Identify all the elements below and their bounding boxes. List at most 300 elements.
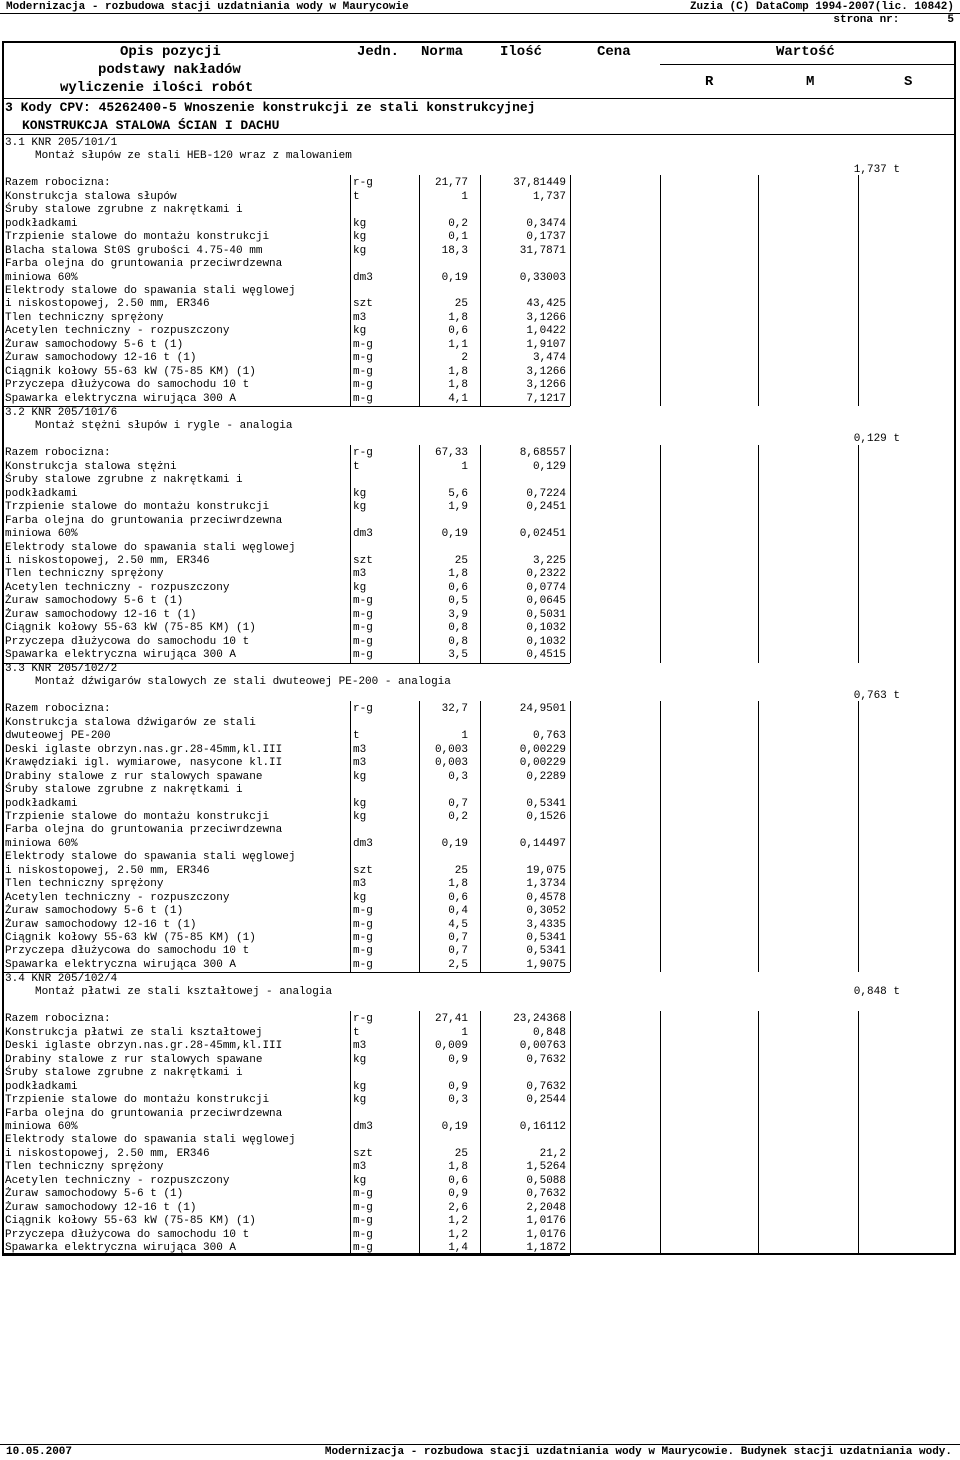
- table-row: [5, 1121, 945, 1134]
- item-unit: szt: [353, 298, 373, 311]
- table-row: [5, 945, 945, 958]
- item-quantity: 0,3052: [526, 905, 566, 918]
- item-quantity: 1,1872: [526, 1242, 566, 1254]
- item-name: Tlen techniczny sprężony: [5, 1161, 164, 1174]
- item-name: Trzpienie stalowe do montażu konstrukcji: [5, 501, 270, 514]
- header-software: Zuzia (C) DataComp 1994-2007(lic. 10842): [689, 1, 954, 13]
- item-norm: 0,9: [448, 1053, 468, 1066]
- item-unit: m-g: [353, 622, 373, 635]
- position-total: 0,848 t: [853, 986, 900, 999]
- item-norm: 0,1: [448, 231, 468, 244]
- position-bottom-rule: [2, 1255, 570, 1256]
- item-quantity: 0,00763: [519, 1040, 566, 1053]
- table-row: [5, 272, 945, 285]
- position-code: 3.3 KNR 205/102/2: [5, 663, 118, 675]
- item-norm: 4,1: [448, 392, 468, 405]
- item-quantity: 0,00229: [519, 757, 566, 770]
- item-unit: m-g: [353, 365, 373, 378]
- footer-title: Modernizacja - rozbudowa stacji uzdatniania wody w Maurycowie. Budynek stacji uzdatniania wody.: [324, 1446, 952, 1458]
- item-quantity: 0,4578: [526, 891, 566, 904]
- table-row: [5, 285, 945, 298]
- table-row: [5, 1013, 945, 1026]
- item-name: Elektrody stalowe do spawania stali węglowej: [5, 284, 296, 297]
- item-unit: kg: [353, 244, 367, 257]
- item-unit: t: [353, 730, 360, 743]
- item-norm: 3,9: [448, 608, 468, 621]
- column-rule-norma: [419, 1011, 420, 1255]
- item-unit: m-g: [353, 905, 373, 918]
- item-norm: 0,003: [434, 757, 468, 770]
- item-quantity: 1,3734: [526, 878, 566, 891]
- item-name: Trzpienie stalowe do montażu konstrukcji: [5, 810, 270, 823]
- item-name: Elektrody stalowe do spawania stali węglowej: [5, 1134, 296, 1147]
- column-rule-r: [660, 445, 661, 662]
- item-unit: kg: [353, 231, 367, 244]
- item-norm: 0,009: [434, 1040, 468, 1053]
- item-name: Przyczepa dłużycowa do samochodu 10 t: [5, 1228, 250, 1241]
- column-rule-r: [660, 701, 661, 972]
- table-row: [5, 851, 945, 864]
- item-unit: m-g: [353, 945, 373, 958]
- item-quantity: 3,1266: [526, 379, 566, 392]
- footer-divider: [0, 1444, 960, 1445]
- table-row: [5, 1161, 945, 1174]
- item-norm: 0,2: [448, 217, 468, 230]
- item-name: Śruby stalowe zgrubne z nakrętkami i: [5, 204, 243, 217]
- item-quantity: 0,2322: [526, 568, 566, 581]
- item-name: Żuraw samochodowy 5-6 t (1): [5, 1188, 184, 1201]
- item-quantity: 0,2451: [526, 501, 566, 514]
- column-rule-r: [660, 1011, 661, 1255]
- item-quantity: 0,1526: [526, 810, 566, 823]
- item-name: i niskostopowej, 2.50 mm, ER346: [5, 864, 210, 877]
- item-name: Ciągnik kołowy 55-63 kW (75-85 KM) (1): [5, 365, 256, 378]
- table-row: [5, 1027, 945, 1040]
- item-norm: 1,2: [448, 1228, 468, 1241]
- item-norm: 25: [454, 864, 468, 877]
- item-norm: 1,2: [448, 1215, 468, 1228]
- table-row: [5, 1215, 945, 1228]
- item-unit: m-g: [353, 932, 373, 944]
- table-row: [5, 1067, 945, 1080]
- item-norm: 18,3: [441, 244, 468, 257]
- table-row: [5, 488, 945, 501]
- item-name: Konstrukcja płatwi ze stali kształtowej: [5, 1026, 263, 1039]
- column-rule-norma: [419, 701, 420, 972]
- column-rule-jedn: [350, 175, 351, 406]
- item-quantity: 0,5341: [526, 932, 566, 944]
- item-norm: 0,9: [448, 1188, 468, 1201]
- table-row: [5, 447, 945, 460]
- item-norm: 1,8: [448, 568, 468, 581]
- item-quantity: 3,1266: [526, 365, 566, 378]
- item-quantity: 0,5341: [526, 945, 566, 958]
- item-norm: 1,8: [448, 365, 468, 378]
- item-name: Farba olejna do gruntowania przeciwrdzewna: [5, 514, 283, 527]
- table-row: [5, 636, 945, 649]
- item-unit: m-g: [353, 1188, 373, 1201]
- item-unit: kg: [353, 1174, 367, 1187]
- item-quantity: 0,129: [532, 460, 566, 473]
- item-norm: 1,8: [448, 311, 468, 324]
- table-row: [5, 366, 945, 379]
- column-rule-m: [758, 445, 759, 662]
- item-quantity: 19,075: [526, 864, 566, 877]
- item-quantity: 0,33003: [519, 271, 566, 284]
- item-unit: kg: [353, 217, 367, 230]
- item-quantity: 0,14497: [519, 837, 566, 850]
- table-row: [5, 258, 945, 271]
- item-name: Żuraw samochodowy 5-6 t (1): [5, 338, 184, 351]
- item-name: Tlen techniczny sprężony: [5, 311, 164, 324]
- table-row: [5, 1040, 945, 1053]
- column-rule-ilosc: [480, 445, 481, 662]
- column-rule-m: [758, 175, 759, 406]
- item-name: Żuraw samochodowy 12-16 t (1): [5, 352, 197, 365]
- item-norm: 0,8: [448, 622, 468, 635]
- section-name: KONSTRUKCJA STALOWA ŚCIAN I DACHU: [22, 118, 280, 133]
- table-row: [5, 528, 945, 541]
- table-row: [5, 1094, 945, 1107]
- item-name: Konstrukcja stalowa dźwigarów ze stali: [5, 716, 256, 729]
- table-row: [5, 649, 945, 662]
- col-wartosc: Wartość: [776, 44, 835, 60]
- table-row: [5, 474, 945, 487]
- item-unit: m3: [353, 1040, 367, 1053]
- table-row: [5, 730, 945, 743]
- item-name: Farba olejna do gruntowania przeciwrdzewna: [5, 824, 283, 837]
- position-total: 0,129 t: [853, 433, 900, 446]
- position-total: 0,763 t: [853, 690, 900, 703]
- item-unit: dm3: [353, 271, 373, 284]
- item-unit: r-g: [353, 703, 373, 716]
- item-norm: 2,5: [448, 958, 468, 971]
- item-name: Razem robocizna:: [5, 1013, 111, 1026]
- item-name: podkładkami: [5, 797, 78, 810]
- item-quantity: 1,5264: [526, 1161, 566, 1174]
- item-unit: dm3: [353, 837, 373, 850]
- item-norm: 0,2: [448, 810, 468, 823]
- item-name: miniowa 60%: [5, 528, 78, 541]
- item-name: Śruby stalowe zgrubne z nakrętkami i: [5, 474, 243, 487]
- item-quantity: 0,7632: [526, 1188, 566, 1201]
- table-row: [5, 542, 945, 555]
- table-row: [5, 1134, 945, 1147]
- item-unit: r-g: [353, 177, 373, 190]
- item-quantity: 8,68557: [519, 447, 566, 460]
- col-wyliczenie: wyliczenie ilości robót: [60, 80, 254, 96]
- item-quantity: 43,425: [526, 298, 566, 311]
- item-name: miniowa 60%: [5, 1120, 78, 1133]
- item-norm: 0,19: [441, 271, 468, 284]
- column-rule-ilosc: [480, 175, 481, 406]
- page-number-label: strona nr:: [833, 14, 900, 26]
- table-row: [5, 1229, 945, 1242]
- item-quantity: 0,5088: [526, 1174, 566, 1187]
- table-row: [5, 298, 945, 311]
- item-norm: 0,6: [448, 581, 468, 594]
- item-quantity: 1,9107: [526, 338, 566, 351]
- item-quantity: 0,0774: [526, 581, 566, 594]
- item-unit: dm3: [353, 1120, 373, 1133]
- item-unit: kg: [353, 325, 367, 338]
- item-unit: kg: [353, 891, 367, 904]
- table-row: [5, 744, 945, 757]
- item-unit: kg: [353, 487, 367, 500]
- item-quantity: 3,225: [532, 554, 566, 567]
- item-norm: 0,7: [448, 932, 468, 944]
- item-norm: 0,7: [448, 945, 468, 958]
- table-row: [5, 1242, 945, 1255]
- item-name: podkładkami: [5, 487, 78, 500]
- item-quantity: 1,737: [532, 190, 566, 203]
- item-name: Żuraw samochodowy 12-16 t (1): [5, 918, 197, 931]
- item-quantity: 3,4335: [526, 918, 566, 931]
- item-norm: 0,6: [448, 325, 468, 338]
- item-norm: 25: [454, 1147, 468, 1160]
- item-name: Razem robocizna:: [5, 447, 111, 460]
- item-norm: 1,1: [448, 338, 468, 351]
- item-norm: 25: [454, 554, 468, 567]
- table-row: [5, 1108, 945, 1121]
- item-norm: 0,19: [441, 837, 468, 850]
- table-row: [5, 703, 945, 716]
- item-quantity: 3,474: [532, 352, 566, 365]
- table-row: [5, 177, 945, 190]
- table-row: [5, 231, 945, 244]
- table-row: [5, 1188, 945, 1201]
- item-name: Deski iglaste obrzyn.nas.gr.28-45mm,kl.III: [5, 743, 283, 756]
- column-rule-norma: [419, 445, 420, 662]
- table-row: [5, 878, 945, 891]
- item-name: Farba olejna do gruntowania przeciwrdzewna: [5, 1107, 283, 1120]
- table-row: [5, 892, 945, 905]
- table-row: [5, 325, 945, 338]
- item-name: Konstrukcja stalowa stężni: [5, 460, 177, 473]
- item-name: Elektrody stalowe do spawania stali węglowej: [5, 541, 296, 554]
- item-quantity: 7,1217: [526, 392, 566, 405]
- item-unit: m-g: [353, 338, 373, 351]
- table-row: [5, 919, 945, 932]
- column-rule-s: [858, 175, 859, 406]
- item-unit: m-g: [353, 1242, 373, 1254]
- item-name: Przyczepa dłużycowa do samochodu 10 t: [5, 635, 250, 648]
- item-quantity: 1,0176: [526, 1215, 566, 1228]
- item-unit: kg: [353, 1080, 367, 1093]
- section-cpv: 3 Kody CPV: 45262400-5 Wnoszenie konstrukcji ze stali konstrukcyjnej: [5, 100, 536, 115]
- item-quantity: 31,7871: [519, 244, 566, 257]
- position-code: 3.2 KNR 205/101/6: [5, 407, 118, 419]
- item-unit: m-g: [353, 1228, 373, 1241]
- item-norm: 32,7: [441, 703, 468, 716]
- item-norm: 0,6: [448, 891, 468, 904]
- item-norm: 0,9: [448, 1080, 468, 1093]
- item-quantity: 21,2: [539, 1147, 566, 1160]
- col-r: R: [705, 74, 714, 90]
- column-rule-s: [858, 445, 859, 662]
- item-name: Ciągnik kołowy 55-63 kW (75-85 KM) (1): [5, 622, 256, 635]
- item-name: Drabiny stalowe z rur stalowych spawane: [5, 770, 263, 783]
- item-quantity: 2,2048: [526, 1201, 566, 1214]
- item-unit: kg: [353, 810, 367, 823]
- position-description: Montaż dźwigarów stalowych ze stali dwuteowej PE-200 - analogia: [35, 676, 451, 689]
- item-norm: 0,3: [448, 1094, 468, 1107]
- item-norm: 0,19: [441, 528, 468, 541]
- table-row: [5, 461, 945, 474]
- item-name: miniowa 60%: [5, 837, 78, 850]
- column-rule-jedn: [350, 1011, 351, 1255]
- item-norm: 1: [461, 190, 468, 203]
- column-rule-m: [758, 1011, 759, 1255]
- section-bottom-rule: [2, 134, 956, 135]
- item-name: podkładkami: [5, 1080, 78, 1093]
- table-row: [5, 1202, 945, 1215]
- table-row: [5, 352, 945, 365]
- item-unit: kg: [353, 797, 367, 810]
- item-quantity: 37,81449: [513, 177, 566, 190]
- col-opis-pozycji: Opis pozycji: [120, 44, 221, 60]
- item-norm: 1: [461, 730, 468, 743]
- header-bottom-rule: [2, 98, 956, 99]
- item-name: Ciągnik kołowy 55-63 kW (75-85 KM) (1): [5, 1215, 256, 1228]
- item-quantity: 0,02451: [519, 528, 566, 541]
- column-rule-s: [858, 1011, 859, 1255]
- item-name: dwuteowej PE-200: [5, 730, 111, 743]
- item-unit: t: [353, 460, 360, 473]
- item-quantity: 0,2289: [526, 770, 566, 783]
- column-rule-cena: [570, 1011, 571, 1255]
- item-norm: 3,5: [448, 649, 468, 662]
- item-unit: kg: [353, 1094, 367, 1107]
- item-name: Spawarka elektryczna wirująca 300 A: [5, 392, 237, 405]
- item-norm: 1,8: [448, 878, 468, 891]
- table-row: [5, 757, 945, 770]
- item-name: Razem robocizna:: [5, 177, 111, 190]
- table-row: [5, 1148, 945, 1161]
- item-norm: 27,41: [434, 1013, 468, 1026]
- item-norm: 25: [454, 298, 468, 311]
- position-description: Montaż płatwi ze stali kształtowej - analogia: [35, 986, 333, 999]
- item-name: Drabiny stalowe z rur stalowych spawane: [5, 1053, 263, 1066]
- item-quantity: 0,3474: [526, 217, 566, 230]
- item-norm: 0,003: [434, 743, 468, 756]
- item-unit: m-g: [353, 352, 373, 365]
- table-row: [5, 515, 945, 528]
- item-norm: 0,19: [441, 1120, 468, 1133]
- column-rule-m: [758, 701, 759, 972]
- item-quantity: 0,0645: [526, 595, 566, 608]
- col-cena: Cena: [597, 44, 631, 60]
- column-rule-jedn: [350, 701, 351, 972]
- table-row: [5, 622, 945, 635]
- item-name: Trzpienie stalowe do montażu konstrukcji: [5, 231, 270, 244]
- item-norm: 2,6: [448, 1201, 468, 1214]
- item-quantity: 0,7632: [526, 1053, 566, 1066]
- header-divider: [0, 13, 960, 14]
- item-name: Razem robocizna:: [5, 703, 111, 716]
- table-row: [5, 501, 945, 514]
- item-name: podkładkami: [5, 217, 78, 230]
- table-row: [5, 838, 945, 851]
- item-name: Spawarka elektryczna wirująca 300 A: [5, 1242, 237, 1254]
- wartosc-divider: [660, 64, 956, 65]
- item-quantity: 0,16112: [519, 1120, 566, 1133]
- column-rule-s: [858, 701, 859, 972]
- item-quantity: 0,7224: [526, 487, 566, 500]
- column-rule-norma: [419, 175, 420, 406]
- item-name: i niskostopowej, 2.50 mm, ER346: [5, 554, 210, 567]
- item-quantity: 1,0176: [526, 1228, 566, 1241]
- item-name: Śruby stalowe zgrubne z nakrętkami i: [5, 1067, 243, 1080]
- table-row: [5, 339, 945, 352]
- table-row: [5, 1175, 945, 1188]
- item-unit: szt: [353, 554, 373, 567]
- item-unit: m-g: [353, 1215, 373, 1228]
- item-quantity: 0,848: [532, 1026, 566, 1039]
- item-name: Acetylen techniczny - rozpuszczony: [5, 891, 230, 904]
- item-unit: dm3: [353, 528, 373, 541]
- item-norm: 0,8: [448, 635, 468, 648]
- item-quantity: 0,5031: [526, 608, 566, 621]
- item-unit: m-g: [353, 649, 373, 662]
- table-row: [5, 582, 945, 595]
- item-norm: 4,5: [448, 918, 468, 931]
- item-unit: m3: [353, 757, 367, 770]
- item-unit: kg: [353, 581, 367, 594]
- item-quantity: 0,1032: [526, 635, 566, 648]
- item-norm: 2: [461, 352, 468, 365]
- item-unit: m3: [353, 1161, 367, 1174]
- item-norm: 1: [461, 1026, 468, 1039]
- table-row: [5, 905, 945, 918]
- column-rule-jedn: [350, 445, 351, 662]
- item-unit: m-g: [353, 918, 373, 931]
- table-row: [5, 379, 945, 392]
- item-norm: 21,77: [434, 177, 468, 190]
- item-name: Tlen techniczny sprężony: [5, 568, 164, 581]
- table-row: [5, 932, 945, 945]
- item-name: Żuraw samochodowy 5-6 t (1): [5, 905, 184, 918]
- item-name: i niskostopowej, 2.50 mm, ER346: [5, 298, 210, 311]
- item-name: Elektrody stalowe do spawania stali węglowej: [5, 851, 296, 864]
- item-name: Farba olejna do gruntowania przeciwrdzewna: [5, 258, 283, 271]
- item-name: Spawarka elektryczna wirująca 300 A: [5, 649, 237, 662]
- table-row: [5, 595, 945, 608]
- item-unit: m-g: [353, 635, 373, 648]
- item-unit: kg: [353, 501, 367, 514]
- table-row: [5, 204, 945, 217]
- item-quantity: 0,00229: [519, 743, 566, 756]
- footer-date: 10.05.2007: [6, 1446, 73, 1458]
- table-row: [5, 824, 945, 837]
- item-name: Blacha stalowa St0S grubości 4.75-40 mm: [5, 244, 263, 257]
- item-quantity: 23,24368: [513, 1013, 566, 1026]
- item-name: Acetylen techniczny - rozpuszczony: [5, 1174, 230, 1187]
- item-unit: t: [353, 190, 360, 203]
- table-row: [5, 191, 945, 204]
- table-row: [5, 717, 945, 730]
- table-row: [5, 393, 945, 406]
- item-name: Trzpienie stalowe do montażu konstrukcji: [5, 1094, 270, 1107]
- item-unit: m3: [353, 743, 367, 756]
- item-quantity: 0,2544: [526, 1094, 566, 1107]
- position-total: 1,737 t: [853, 164, 900, 177]
- position-description: Montaż słupów ze stali HEB-120 wraz z malowaniem: [35, 150, 352, 163]
- item-quantity: 0,763: [532, 730, 566, 743]
- item-unit: szt: [353, 1147, 373, 1160]
- item-norm: 0,6: [448, 1174, 468, 1187]
- item-name: Acetylen techniczny - rozpuszczony: [5, 325, 230, 338]
